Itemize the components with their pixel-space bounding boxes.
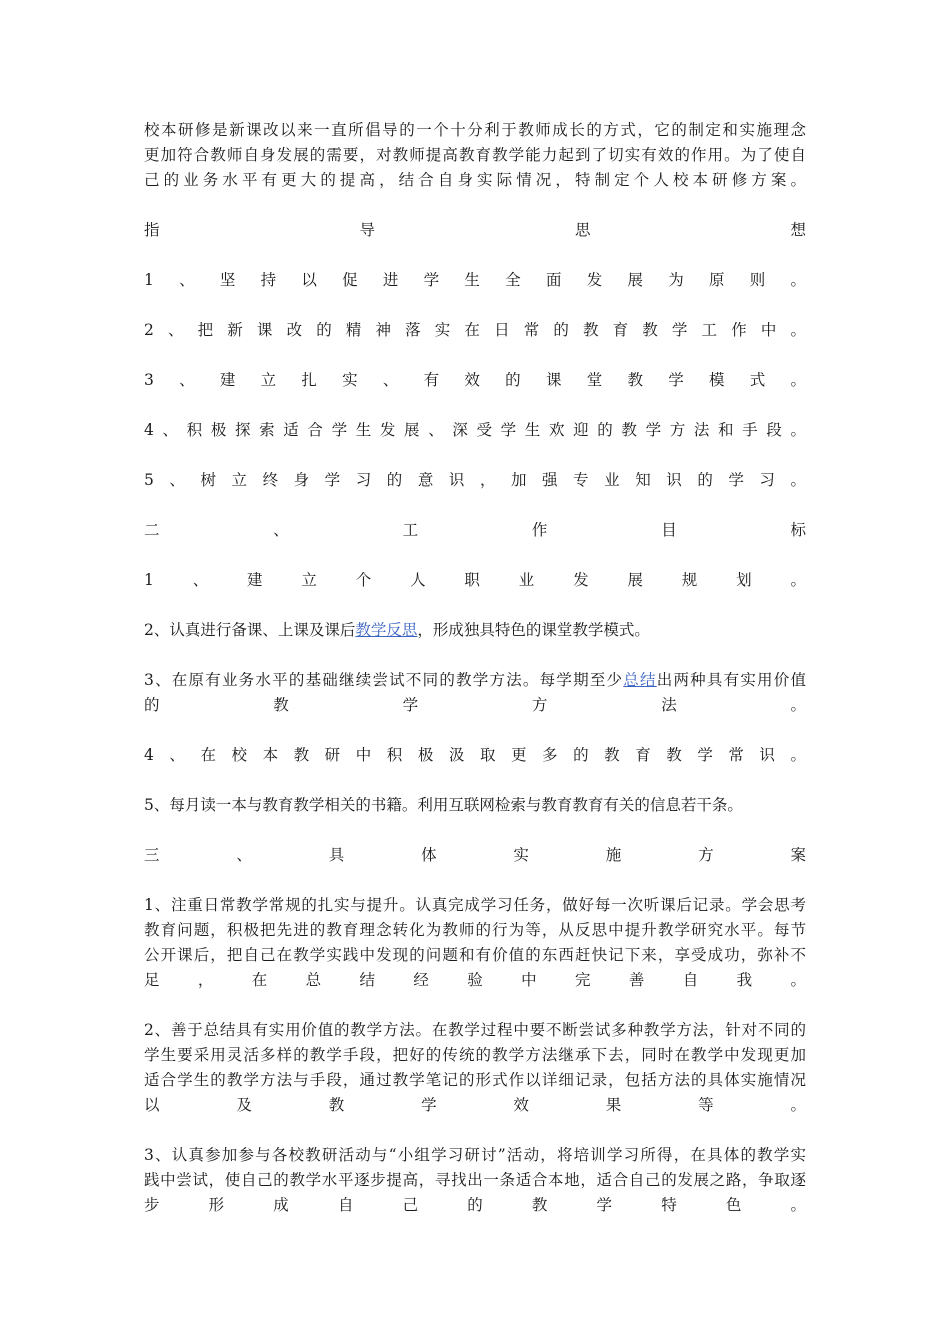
paragraph-line: 足，在总结经验中完善自我。 [144,971,806,989]
list-item: 1、建立个人职业发展规划。 [144,571,806,589]
list-item-text: 2、认真进行备课、上课及课后 [144,621,356,639]
list-item: 5、每月读一本与教育教学相关的书籍。利用互联网检索与教育教育有关的信息若干条。 [144,796,743,814]
paragraph-line: 以及教学效果等。 [144,1096,806,1114]
teaching-reflection-link[interactable]: 教学反思 [355,621,418,639]
paragraph-line: 2、善于总结具有实用价值的教学方法。在教学过程中要不断尝试多种教学方法，针对不同的 [144,1021,806,1039]
list-item: 2、把新课改的精神落实在日常的教育教学工作中。 [144,321,806,339]
list-item: 4、在校本教研中积极汲取更多的教育教学常识。 [144,746,806,764]
paragraph-line: 践中尝试，使自己的教学水平逐步提高，寻找出一条适合本地，适合自己的发展之路，争取逐 [144,1171,806,1189]
document-page [144,118,806,1218]
paragraph-line: 1、注重日常教学常规的扎实与提升。认真完成学习任务，做好每一次听课后记录。学会思考 [144,896,806,914]
list-item-line: 的教学方法。 [144,696,806,714]
section-heading-work-goals: 二、工作目标 [144,521,806,539]
paragraph-line: 教育问题，积极把先进的教育理念转化为教师的行为等，从反思中提升教学研究水平。每节 [144,921,806,939]
paragraph-line: 3、认真参加参与各校教研活动与“小组学习研讨”活动，将培训学习所得，在具体的教学实 [144,1146,806,1164]
section-heading-guiding-ideas: 指导思想 [144,221,806,239]
list-item-line: 3、在原有业务水平的基础继续尝试不同的教学方法。每学期至少总结出两种具有实用价值 [144,671,806,689]
plan-paragraph-3 [144,1143,806,1218]
paragraph-line: 公开课后，把自己在教学实践中发现的问题和有价值的东西赶快记下来，享受成功，弥补不 [144,946,806,964]
paragraph-line: 步形成自己的教学特色。 [144,1196,806,1214]
summary-link[interactable]: 总结 [623,671,657,689]
list-item [144,618,806,643]
intro-line: 校本研修是新课改以来一直所倡导的一个十分利于教师成长的方式，它的制定和实施理念 [144,121,806,139]
list-item: 3、建立扎实、有效的课堂教学模式。 [144,371,806,389]
plan-paragraph-1 [144,893,806,993]
paragraph-line: 学生要采用灵活多样的教学手段，把好的传统的教学方法继承下去，同时在教学中发现更加 [144,1046,806,1064]
list-item: 4、积极探索适合学生发展、深受学生欢迎的教学方法和手段。 [144,421,806,439]
intro-line: 己的业务水平有更大的提高，结合自身实际情况，特制定个人校本研修方案。 [144,171,806,189]
list-item: 5、树立终身学习的意识，加强专业知识的学习。 [144,471,806,489]
list-item [144,668,806,718]
section-heading-implementation-plan: 三、具体实施方案 [144,846,806,864]
intro-line: 更加符合教师自身发展的需要，对教师提高教育教学能力起到了切实有效的作用。为了使自 [144,146,806,164]
plan-paragraph-2 [144,1018,806,1118]
list-item: 1、坚持以促进学生全面发展为原则。 [144,271,806,289]
paragraph-line: 适合学生的教学方法与手段，通过教学笔记的形式作以详细记录，包括方法的具体实施情况 [144,1071,806,1089]
intro-paragraph [144,118,806,193]
list-item-text: ，形成独具特色的课堂教学模式。 [417,621,650,639]
